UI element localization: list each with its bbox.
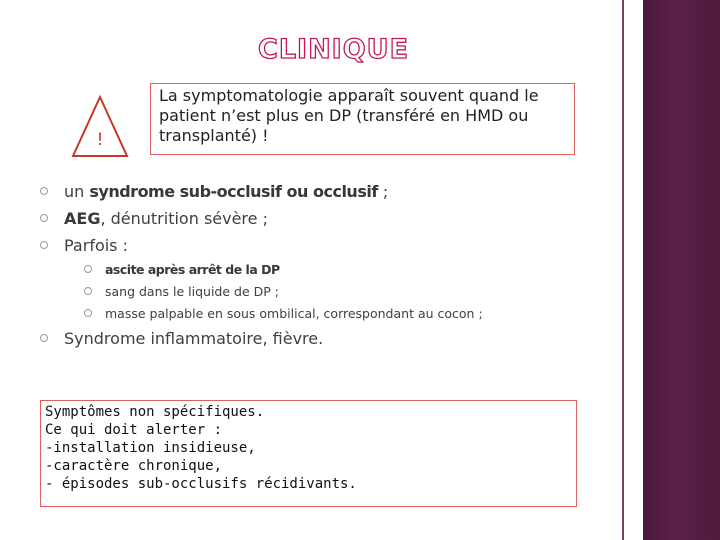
decorative-side-bar xyxy=(643,0,720,540)
warning-exclamation: ! xyxy=(96,130,104,150)
bullet-highlight: syndrome sub-occlusif ou occlusif xyxy=(89,182,378,201)
bullet-icon xyxy=(84,309,92,317)
note-line: -caractère chronique, xyxy=(45,458,223,474)
sub-bullet-text: ascite après arrêt de la DP xyxy=(105,262,280,277)
note-line: - épisodes sub-occlusifs récidivants. xyxy=(45,476,357,492)
bullet-icon xyxy=(40,241,48,249)
decorative-divider-line xyxy=(622,0,624,540)
slide-title: CLINIQUE xyxy=(258,34,410,65)
note-box xyxy=(40,400,577,507)
callout-line: La symptomatologie apparaît souvent quand le xyxy=(159,86,539,105)
callout-box xyxy=(150,83,575,155)
bullet-text: ; xyxy=(377,182,389,201)
callout-line: transplanté) ! xyxy=(159,126,269,145)
sub-bullet-text: masse palpable en sous ombilical, correspondant au cocon ; xyxy=(105,306,483,321)
bullet-icon xyxy=(40,187,48,195)
bullet-icon xyxy=(84,265,92,273)
bullet-text: Parfois : xyxy=(64,236,128,255)
note-line: Ce qui doit alerter : xyxy=(45,422,223,438)
bullet-icon xyxy=(40,334,48,342)
bullet-text: un xyxy=(64,182,90,201)
bullet-text: , dénutrition sévère ; xyxy=(100,209,268,228)
warning-icon xyxy=(70,94,130,164)
bullet-text: Syndrome inflammatoire, fièvre. xyxy=(64,329,324,348)
note-line: -installation insidieuse, xyxy=(45,440,256,456)
bullet-icon xyxy=(40,214,48,222)
bullet-highlight: AEG xyxy=(64,209,101,228)
sub-bullet-text: sang dans le liquide de DP ; xyxy=(105,284,279,299)
bullet-icon xyxy=(84,287,92,295)
note-line: Symptômes non spécifiques. xyxy=(45,404,265,420)
callout-line: patient n’est plus en DP (transféré en HMD ou xyxy=(159,106,529,125)
